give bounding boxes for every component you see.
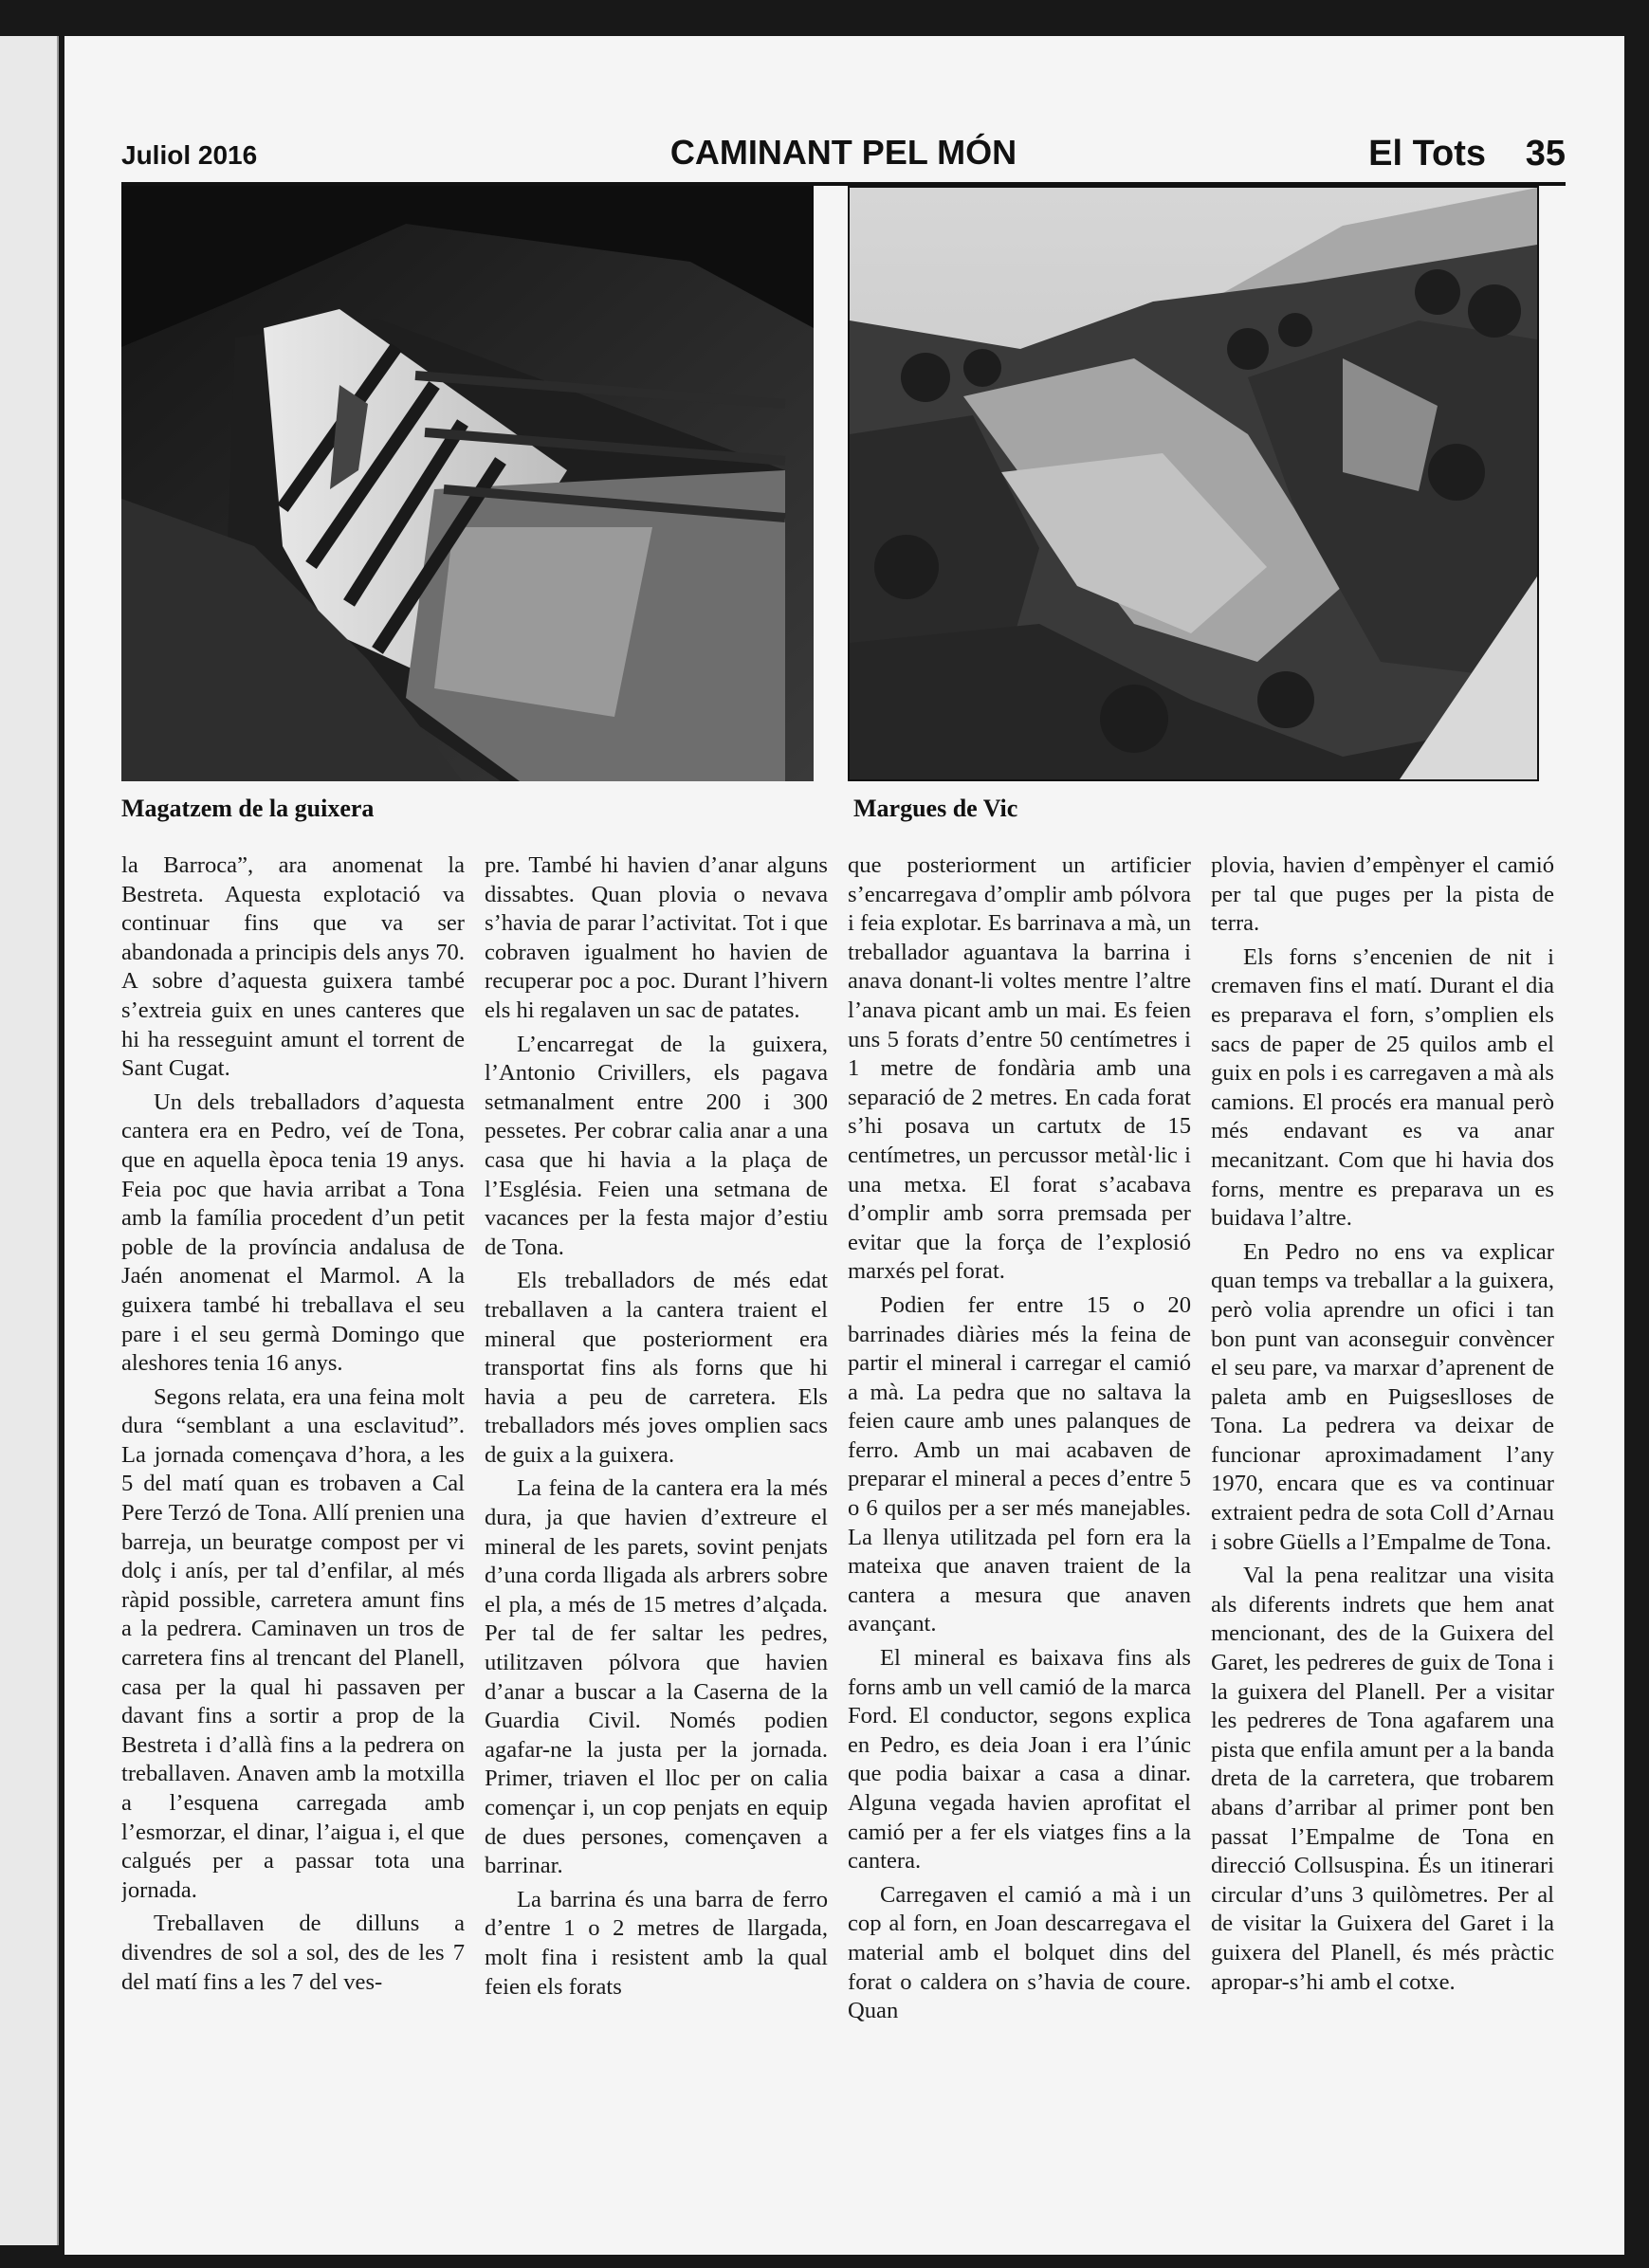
- paragraph: Els treballadors de més edat treballaven a la cantera traient el mineral que posteriorment era transportat fins als forns que hi havia a peu de carretera. Els treballadors més joves omplien sacs de guix a la guixera.: [485, 1268, 828, 1468]
- paragraph: que posteriorment un artificier s’encarregava d’omplir amb pólvora i feia explotar. Es barrinava a mà, un treballador aguantava la barrina i anava donant-li voltes mentre l’altre l’anava picant amb un mai. Es feien uns 5 forats d’entre 50 centímetres i 1 metre de fondària amb una separació de 2 metres. En cada forat s’hi posava un cartutx de 15 centímetres, un percussor metàl·lic i una metxa. El forat s’acabava d’omplir amb sorra premsada per evitar que la força de l’explosió marxés pel forat.: [848, 852, 1191, 1285]
- paragraph: L’encarregat de la guixera, l’Antonio Crivillers, els pagava setmanalment entre 200 i 300 pessetes. Per cobrar calia anar a una casa que hi havia a la plaça de l’Església. Feien una setmana de vacances per la festa major d’estiu de Tona.: [485, 1031, 828, 1260]
- paragraph: Els forns s’encenien de nit i cremaven fins el matí. Durant el dia es preparava el forn, s’omplien els sacs de paper de 25 quilos amb el guix en pols i es carregaven a mà als camions. El procés era manual però més endavant es va anar mecanitzant. Com que hi havia dos forns, mentre es preparava un es buidava l’altre.: [1211, 943, 1554, 1232]
- issue-date: Juliol 2016: [121, 140, 258, 170]
- marls-photo-image: [850, 188, 1537, 779]
- text-column-2: [485, 851, 828, 2198]
- photo-warehouse: [121, 186, 814, 781]
- text-column-4: [1211, 851, 1554, 2198]
- warehouse-photo-image: [121, 186, 814, 781]
- paragraph: Segons relata, era una feina molt dura “semblant a una esclavitud”. La jornada començava d’hora, a les 5 del matí quan es trobaven a Cal Pere Terzó de Tona. Allí prenien una barreja, un beuratge compost per vi dolç i anís, per tal d’enfilar, al més ràpid possible, carretera amunt fins a la pedrera. Caminaven un tros de carretera fins al trencant del Planell, casa per la qual hi passaven per davant fins a sortir a prop de la Bestreta i d’allà fins a la pedrera on treballaven. Anaven amb la motxilla a l’esquena carregada amb l’esmorzar, el dinar, l’aigua i, el que calgués per a passar tota una jornada.: [121, 1383, 465, 1903]
- paragraph: El mineral es baixava fins als forns amb un vell camió de la marca Ford. El conductor, segons explica en Pedro, es deia Joan i era l’únic que podia baixar a casa a dinar. Alguna vegada havien aprofitat el camió per a fer els viatges fins a la cantera.: [848, 1645, 1191, 1875]
- paragraph: Carregaven el camió a mà i un cop al forn, en Joan descarregava el material amb el bolquet dins del forat o caldera on s’havia de coure. Quan: [848, 1881, 1191, 2024]
- paragraph: Podien fer entre 15 o 20 barrinades diàries més la feina de partir el mineral i carregar el camió a mà. La pedra que no saltava la feien caure amb unes palanques de ferro. Amb un mai acabaven de preparar el mineral a peces d’entre 5 o 6 quilos per a ser més manejables. La llenya utilitzada pel forn era la mateixa que anaven traient de la cantera a mesura que anaven avançant.: [848, 1291, 1191, 1637]
- photo-caption-marls: Margues de Vic: [853, 795, 1018, 822]
- paragraph: pre. També hi havien d’anar alguns dissabtes. Quan plovia o nevava s’havia de parar l’activitat. Tot i que cobraven igualment ho havien de recuperar poc a poc. Durant l’hivern els hi regalaven un sac de patates.: [485, 852, 828, 1023]
- paragraph: plovia, havien d’empènyer el camió per tal que puges per la pista de terra.: [1211, 852, 1554, 937]
- paragraph: En Pedro no ens va explicar quan temps va treballar a la guixera, però volia aprendre un ofici i tan bon punt van aconseguir convèncer el seu pare, va marxar d’aprenent de paleta amb en Puigseslloses de Tona. La pedrera va deixar de funcionar aproximadament l’any 1970, encara que es va continuar extraient pedra de sota Coll d’Arnau i sobre Güells a l’Empalme de Tona.: [1211, 1238, 1554, 1555]
- paragraph: la Barroca”, ara anomenat la Bestreta. Aquesta explotació va continuar fins que va ser abandonada a principis dels anys 70. A sobre d’aquesta guixera també s’extreia guix en unes canteres que hi ha resseguint amunt el torrent de Sant Cugat.: [121, 852, 465, 1082]
- page-header: [121, 104, 1566, 186]
- paragraph: Val la pena realitzar una visita als diferents indrets que hem anat mencionant, des de la Guixera del Garet, les pedreres de guix de Tona i la guixera del Planell. Per a visitar les pedreres de Tona agafarem una pista que enfila amunt per a la banda dreta de la carretera, que trobarem abans d’arribar al primer pont ben passat l’Empalme de Tona en direcció Collsuspina. És un itinerari circular d’uns 3 quilòmetres. Per al de visitar la Guixera del Garet i la guixera del Planell, és més pràctic apropar-s’hi amb el cotxe.: [1211, 1563, 1554, 1995]
- paragraph: La feina de la cantera era la més dura, ja que havien d’extreure el mineral de les parets, sovint penjats d’una corda lligada als arbrers sobre el pla, a més de 15 metres d’alçada. Per tal de fer saltar les pedres, utilitzaven pólvora que havien d’anar a buscar a la Caserna de la Guardia Civil. Només podien agafar-ne la justa per la jornada. Primer, triaven el lloc per on calia començar i, un cop penjats en equip de dues persones, començaven a barrinar.: [485, 1475, 828, 1879]
- magazine-page: [64, 36, 1624, 2255]
- facing-page-edge: [0, 36, 59, 2245]
- text-column-3: [848, 851, 1191, 2198]
- paragraph: Un dels treballadors d’aquesta cantera era en Pedro, veí de Tona, que en aquella època tenia 19 anys. Feia poc que havia arribat a Tona amb la família procedent d’un petit poble de la província andalusa de Jaén anomenat el Marmol. A la guixera també hi treballava el seu pare i el seu germà Domingo que aleshores tenia 16 anys.: [121, 1088, 465, 1377]
- page-number: 35: [1525, 134, 1566, 174]
- photo-marls: [848, 186, 1539, 781]
- publication-name: El Tots: [1368, 134, 1486, 174]
- paragraph: La barrina és una barra de ferro d’entre 1 o 2 metres de llargada, molt fina i resistent amb la qual feien els forats: [485, 1886, 828, 2000]
- section-title: CAMINANT PEL MÓN: [669, 133, 1017, 172]
- text-column-1: [121, 851, 465, 2198]
- paragraph: Treballaven de dilluns a divendres de sol a sol, des de les 7 del matí fins a les 7 del ves-: [121, 1911, 465, 1995]
- photo-caption-warehouse: Magatzem de la guixera: [121, 795, 375, 822]
